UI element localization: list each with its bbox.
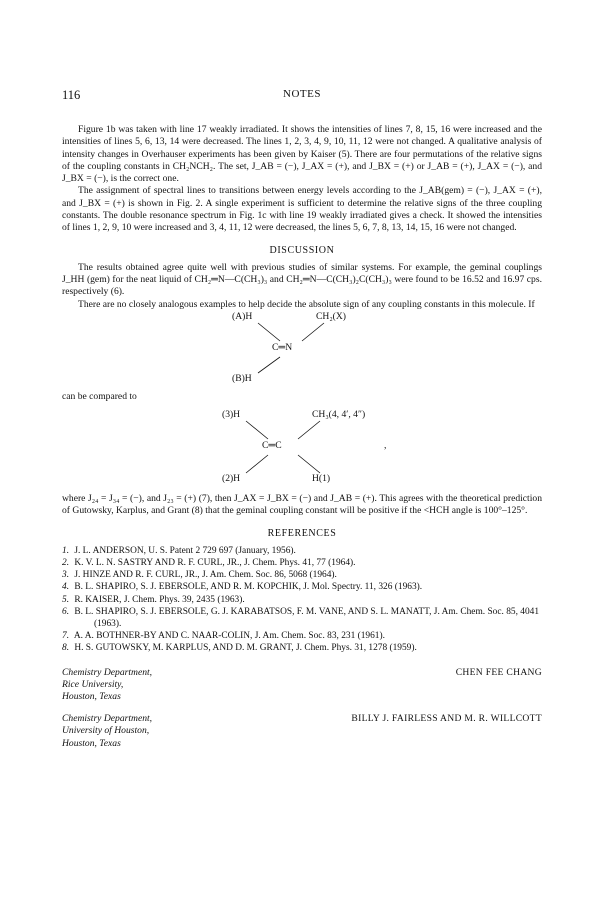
struct2-bottom-left: (2)H	[222, 473, 241, 485]
reference-item: 5. R. KAISER, J. Chem. Phys. 39, 2435 (1963).	[62, 594, 245, 605]
page-number: 116	[62, 88, 81, 102]
affiliation-line: University of Houston,	[62, 725, 150, 737]
discussion-paragraph-2: There are no closely analogous examples to help decide the absolute sign of any coupling constants in this molecule. If	[78, 298, 535, 310]
struct1-bottom-left: (B)H	[232, 372, 252, 384]
affiliation-line: Chemistry Department,	[62, 713, 153, 725]
body-paragraph-2: The assignment of spectral lines to transitions between energy levels according to the J_AB(gem) = (−), J_AX = (+), and J_BX = (+) is shown in Fig. 2. A single experiment is sufficient to determine the relative signs of the three coupling constants. The double resonance spectrum in Fig. 1c with line 19 weakly irradiated gives a check. It showed the intensities of lines 1, 2, 9, 10 were increased and 3, 4, 11, 12 were decreased, the lines 5, 6, 7, 8, 13, 14, 15, 16 were not changed.	[62, 185, 542, 234]
struct2-comma: ,	[384, 440, 387, 452]
reference-item: 1. J. L. ANDERSON, U. S. Patent 2 729 697 (January, 1956).	[62, 545, 296, 556]
reference-item: 6. B. L. SHAPIRO, S. J. EBERSOLE, G. J. KARABATSOS, F. M. VANE, AND S. L. MANATT, J. Am. Chem. Soc. 85, 4041 (1963).	[62, 606, 540, 629]
body-paragraph-1: Figure 1b was taken with line 17 weakly irradiated. It shows the intensities of lines 7, 8, 15, 16 were increased and the intensities of lines 5, 6, 13, 14 were decreased. The lines 1, 2, 3, 4, 9, 10, 11, 12 were not changed. A qualitative analysis of intensity changes in Overhauser experiments has been given by Kaiser (5). There are four permutations of the relative signs of the coupling constants in CH₂NCH₂. The set, J_AB = (−), J_AX = (+), and J_BX = (+) or J_AB = (+), J_AX = (−), and J_BX = (−), is the correct one.	[62, 124, 542, 185]
ethylene-bonds	[62, 407, 542, 487]
struct2-top-left: (3)H	[222, 409, 241, 421]
discussion-paragraph-3: where J₂₄ = J₃₄ = (−), and J₂₃ = (+) (7), then J_AX = J_BX = (−) and J_AB = (+). This agrees with the theoretical prediction of Gutowsky, Karplus, and Grant (8) that the geminal coupling constant will be positive if the <HCH angle is 100°–125°.	[62, 493, 542, 517]
affiliation-line: Rice University,	[62, 678, 124, 690]
journal-page	[62, 88, 542, 750]
affiliation-block-2	[62, 713, 542, 750]
discussion-heading: DISCUSSION	[269, 244, 335, 256]
ethylene-structure	[62, 407, 542, 487]
author-name: CHEN FEE CHANG	[455, 666, 542, 678]
struct1-top-left: (A)H	[232, 310, 253, 322]
reference-item: 4. B. L. SHAPIRO, S. J. EBERSOLE, AND R. M. KOPCHIK, J. Mol. Spectry. 11, 326 (1963).	[62, 582, 423, 593]
affiliation-block-1	[62, 667, 542, 704]
struct2-center: C═C	[262, 440, 282, 452]
reference-list	[62, 545, 542, 655]
struct1-top-right: CH₂(X)	[316, 310, 346, 322]
affiliation-line: Houston, Texas	[62, 690, 121, 702]
reference-item: 3. J. HINZE AND R. F. CURL, JR., J. Am. Chem. Soc. 86, 5068 (1964).	[62, 570, 337, 581]
affiliation-line: Chemistry Department,	[62, 666, 153, 678]
reference-item: 8. H. S. GUTOWSKY, M. KARPLUS, AND D. M. GRANT, J. Chem. Phys. 31, 1278 (1959).	[62, 643, 417, 654]
imine-structure	[62, 311, 542, 385]
references-heading: REFERENCES	[267, 527, 337, 539]
affiliation-line: Houston, Texas	[62, 737, 121, 749]
discussion-paragraph-1: The results obtained agree quite well with previous studies of similar systems. For example, the geminal couplings J_HH (gem) for the neat liquid of CH₂═N—C(CH₃)₃ and CH₂═N—C(CH₃)₂C(CH₃)₃ were found to be 16.52 and 16.97 cps. respectively (6).	[62, 261, 542, 298]
running-head: NOTES	[283, 88, 321, 100]
struct2-top-right: CH₃(4, 4′, 4″)	[312, 409, 366, 421]
struct2-bottom-right: H(1)	[312, 473, 331, 485]
imine-bonds	[62, 311, 542, 385]
reference-item: 2. K. V. L. N. SASTRY AND R. F. CURL, JR., J. Chem. Phys. 41, 77 (1964).	[62, 557, 356, 568]
reference-item: 7. A. A. BOTHNER-BY AND C. NAAR-COLIN, J. Am. Chem. Soc. 83, 231 (1961).	[62, 631, 385, 642]
struct1-center: C═N	[272, 341, 293, 353]
author-names: BILLY J. FAIRLESS AND M. R. WILLCOTT	[351, 713, 542, 725]
compare-text: can be compared to	[62, 390, 137, 402]
page-header	[62, 88, 542, 108]
